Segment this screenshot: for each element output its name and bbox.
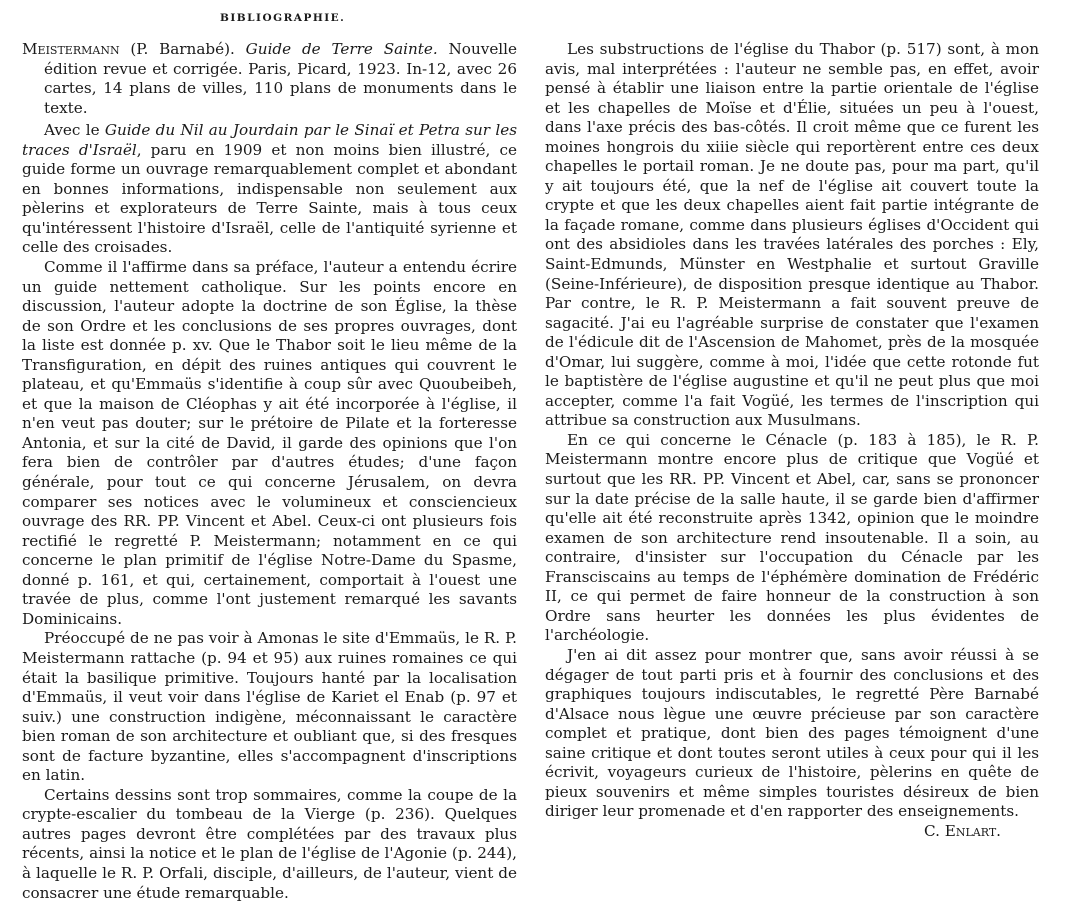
paragraph: Certains dessins sont trop sommaires, comme la coupe de la crypte-escalier du tombeau de la Vierge (p. 236). Quelques autres pages devront être complétées par des travaux plus récents, ainsi la notice et le plan de l'église de l'Agonie (p. 244), à laquelle le R. P. Orfali, disciple, d'ailleurs, de l'auteur, vient de consacrer une étude remarquable. [22, 785, 517, 902]
text-run: , paru en 1909 et non moins bien illustré, ce guide forme un ouvrage remarquablement complet et abondant en bonnes informations, indispensable non seulement aux pèlerins et explorateurs de Terre Sainte, mais à tous ceux qu'intéressent l'histoire d'Israël, celle de l'antiquité syrienne et celle des croisades. [22, 140, 517, 257]
italic-title: Guide du Nil au Jourdain par le Sinaï et Petra sur les traces d'Israël [22, 121, 517, 159]
entry-title: Guide de Terre Sainte. [245, 40, 438, 58]
paragraph: Comme il l'affirme dans sa préface, l'auteur a entendu écrire un guide nettement catholique. Sur les points encore en discussion, l'auteur adopte la doctrine de son Église, la thèse de son Ordre et les conclusions de ses propres ouvrages, dont la liste est donnée p. xv. Que le Thabor soit le lieu même de la Transfiguration, en dépit des ruines antiques qui couvrent le plateau, et qu'Emmaüs s'identifie à coup sûr avec Quoubeibeh, et que la maison de Cléophas y ait été incorporée à l'église, il n'en veut pas douter; sur le prétoire de Pilate et la forteresse Antonia, et sur la cité de David, il garde des opinions que l'on fera bien de contrôler par d'autres études; d'une façon générale, pour tout ce qui concerne Jérusalem, on devra comparer ses notices avec le volumineux et consciencieux ouvrage des RR. PP. Vincent et Abel. Ceux-ci ont plusieurs fois rectifié le regretté P. Meistermann; notamment en ce qui concerne le plan primitif de l'église Notre-Dame du Spasme, donné p. 161, et qui, certainement, comportait à l'ouest une travée de plus, comme l'ont justement remarqué les savants Dominicains. [22, 258, 517, 628]
entry-author: Meistermann [22, 40, 120, 58]
bibliographic-entry [22, 40, 517, 118]
paragraph: Les substructions de l'église du Thabor (p. 517) sont, à mon avis, mal interprétées : l'auteur ne semble pas, en effet, avoir pensé à établir une liaison entre la partie orientale de l'église et les chapelles de Moïse et d'Élie, situées un peu à l'ouest, dans l'axe précis des bas-côtés. Il croit même que ce furent les moines hongrois du xiiie siècle qui reportèrent entre ces deux chapelles le portail roman. Je ne doute pas, pour ma part, qu'il y ait toujours été, que la nef de l'église ait couvert toute la crypte et que les deux chapelles aient fait partie intégrante de la façade romane, comme dans plusieurs églises d'Occident qui ont des absidioles dans les travées latérales des porches : Ely, Saint-Edmunds, Münster en Westphalie et surtout Graville (Seine-Inférieure), de disposition presque identique au Thabor. Par contre, le R. P. Meistermann a fait souvent preuve de sagacité. J'ai eu l'agréable surprise de constater que l'examen de l'édicule dit de l'Ascension de Mahomet, près de la mosquée d'Omar, lui suggère, comme à moi, l'idée que cette rotonde fut le baptistère de l'église augustine et qu'il ne peut plus que moi accepter, comme l'a fait Vogüé, les termes de l'inscription qui attribue sa construction aux Musulmans. [545, 40, 1039, 430]
signature: C. Enlart. [924, 821, 1001, 840]
left-column [22, 40, 517, 903]
paragraph: J'en ai dit assez pour montrer que, sans avoir réussi à se dégager de tout parti pris et à fournir des conclusions et des graphiques toujours indiscutables, le regretté Père Barnabé d'Alsace nous lègue une œuvre précieuse par son caractère complet et pratique, dont bien des pages témoignent d'une saine critique et dont toutes seront utiles à ceux pour qui il les écrivit, voyageurs curieux de l'histoire, pèlerins en quête de pieux souvenirs et même simples touristes désireux de bien diriger leur promenade et d'en rapporter des enseignements. [545, 645, 1039, 821]
paragraph: En ce qui concerne le Cénacle (p. 183 à 185), le R. P. Meistermann montre encore plus de critique que Vogüé et surtout que les RR. PP. Vincent et Abel, car, sans se prononcer sur la date précise de la salle haute, il se garde bien d'affirmer qu'elle ait été reconstruite après 1342, opinion que le moindre examen de son architecture rend insoutenable. Il a soin, au contraire, d'insister sur l'occupation du Cénacle par les Fransciscains au temps de l'éphémère domination de Frédéric II, ce qui permet de faire honneur de la construction à son Ordre sans heurter les données les plus évidentes de l'archéologie. [545, 430, 1039, 645]
entry-details: Nouvelle édition revue et corrigée. Paris, Picard, 1923. In-12, avec 26 cartes, 14 plans de villes, 110 plans de monuments dans le texte. [44, 40, 518, 117]
running-head: BIBLIOGRAPHIE. [220, 12, 346, 24]
right-column [545, 40, 1039, 841]
paragraph: Préoccupé de ne pas voir à Amonas le site d'Emmaüs, le R. P. Meistermann rattache (p. 94 et 95) aux ruines romaines ce qui était la basilique primitive. Toujours hanté par la localisation d'Emmaüs, il veut voir dans l'église de Kariet el Enab (p. 97 et suiv.) une construction indigène, méconnaissant le caractère bien roman de son architecture et oubliant que, si des fresques sont de facture byzantine, elles s'accompagnent d'inscriptions en latin. [22, 629, 517, 785]
entry-author-rest: (P. Barnabé). [119, 40, 246, 58]
paragraph [22, 121, 517, 258]
text-run: Avec le [44, 121, 105, 140]
